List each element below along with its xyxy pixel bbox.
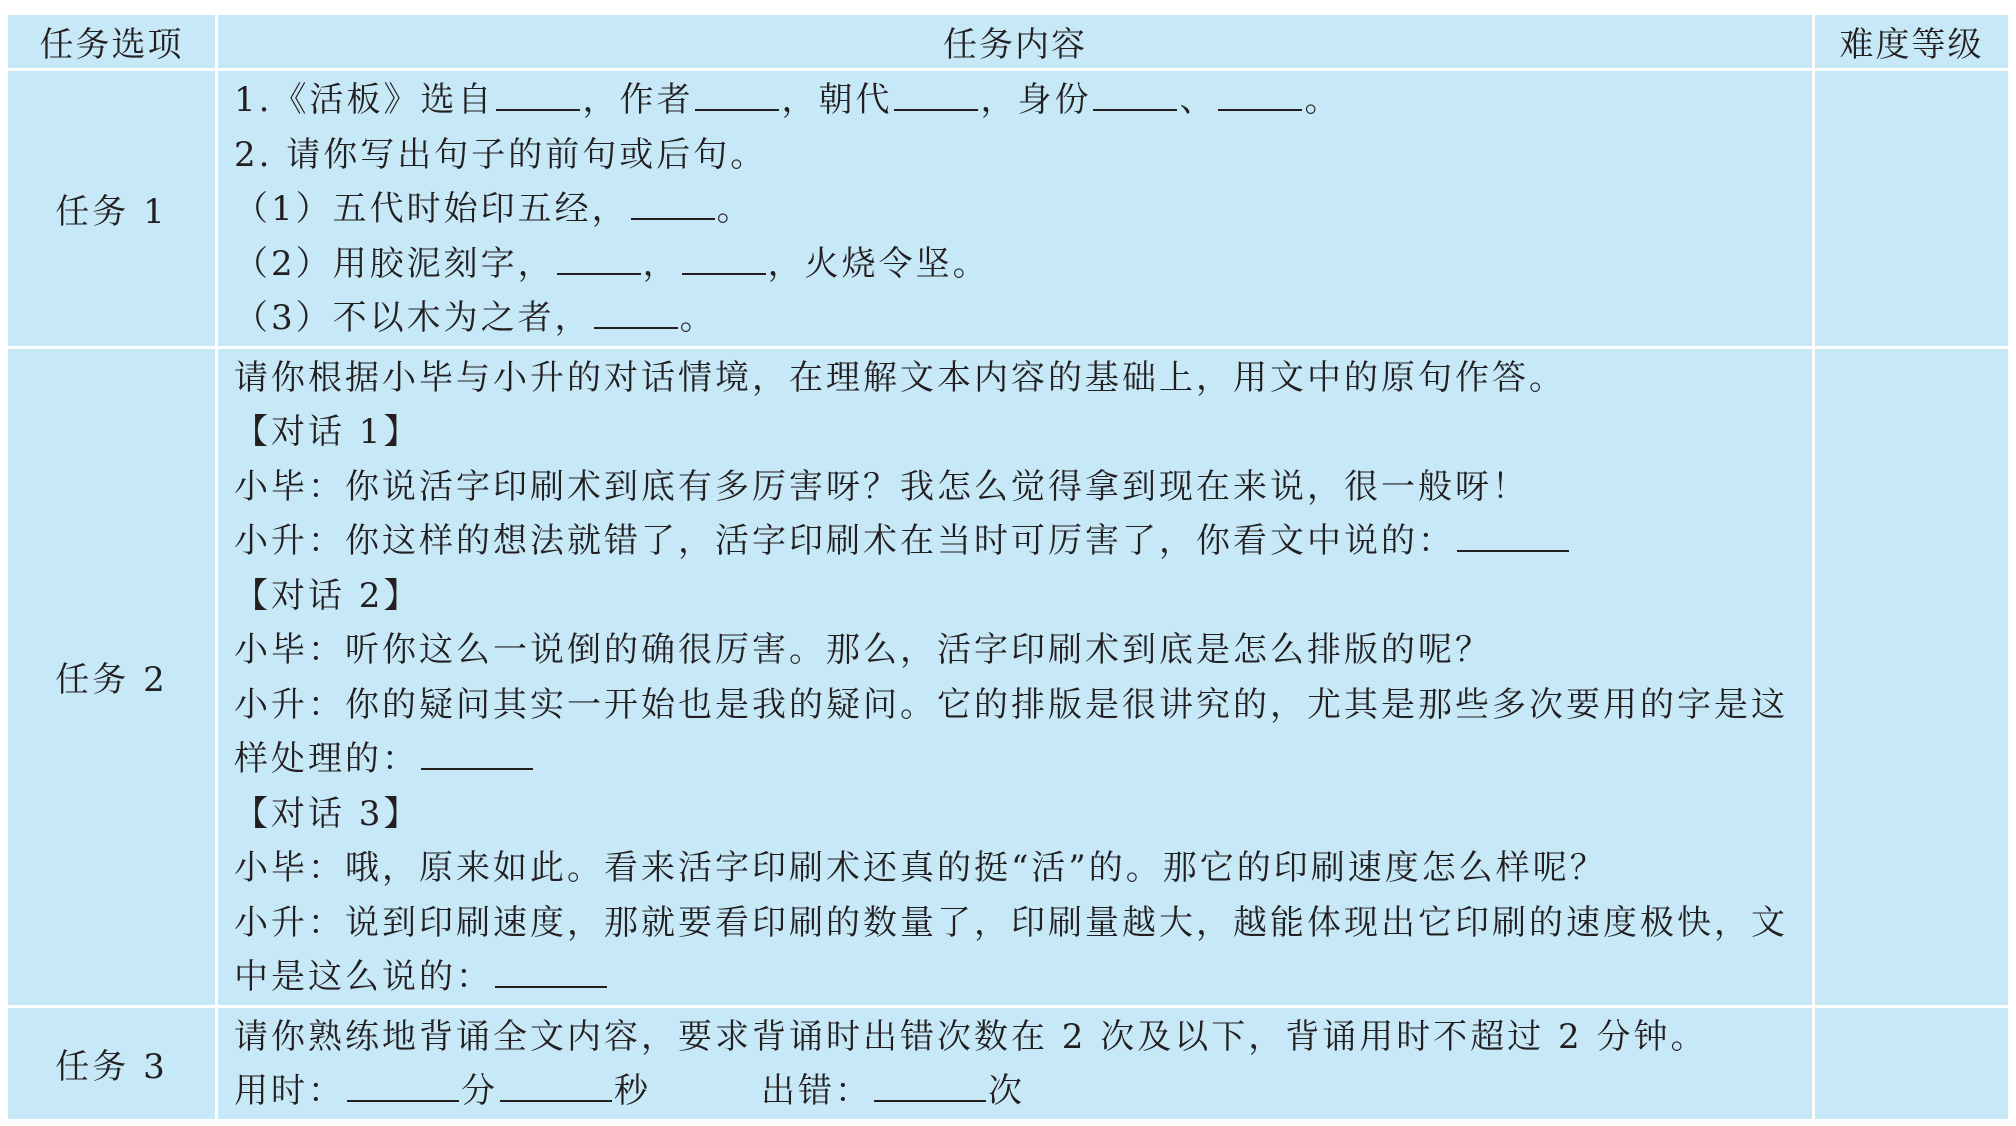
header-row (7, 14, 2010, 70)
blank-errors[interactable] (874, 1064, 986, 1102)
dialog2-line-b: 小升：你的疑问其实一开始也是我的疑问。它的排版是很讲究的，尤其是那些多次要用的字是这样处理的： (234, 684, 1788, 780)
dialog1-line-b: 小升：你这样的想法就错了，活字印刷术在当时可厉害了，你看文中说的： (234, 514, 1800, 569)
task3-row (7, 1006, 2010, 1120)
blank-q2-2b[interactable] (682, 237, 766, 275)
task1-label: 任务 1 (7, 70, 217, 348)
blank-q2-1[interactable] (631, 182, 715, 220)
blank-d1[interactable] (1457, 514, 1569, 552)
task3-label: 任务 3 (7, 1006, 217, 1120)
task3-intro: 请你熟练地背诵全文内容，要求背诵时出错次数在 2 次及以下，背诵用时不超过 2 分钟。 (234, 1016, 1708, 1057)
task3-record: 用时： 分 秒 出错： 次 (234, 1064, 1800, 1119)
dialog3-line-a: 小毕：哦，原来如此。看来活字印刷术还真的挺“活”的。那它的印刷速度怎么样呢？ (234, 848, 1607, 889)
task-table (5, 12, 2011, 1122)
blank-seconds[interactable] (500, 1064, 612, 1102)
blank-q2-2a[interactable] (557, 237, 641, 275)
task2-intro: 请你根据小毕与小升的对话情境，在理解文本内容的基础上，用文中的原句作答。 (234, 357, 1566, 398)
dialog3-line-b: 小升：说到印刷速度，那就要看印刷的数量了，印刷量越大，越能体现出它印刷的速度极快，文中是这么说的： (234, 902, 1788, 998)
task1-q2-title: 2. 请你写出句子的前句或后句。 (234, 134, 768, 175)
dialog3-title: 【对话 3】 (234, 793, 421, 834)
blank-d3[interactable] (495, 950, 607, 988)
blank-author[interactable] (695, 73, 779, 111)
task1-q2-3: （3）不以木为之者， 。 (234, 291, 1800, 346)
task1-q1: 1.《活板》选自 ，作者 ，朝代 ，身份 、 。 (234, 73, 1800, 128)
dialog1-line-a: 小毕：你说活字印刷术到底有多厉害呀？我怎么觉得拿到现在来说，很一般呀！ (234, 466, 1529, 507)
dialog2-line-a: 小毕：听你这么一说倒的确很厉害。那么，活字印刷术到底是怎么排版的呢？ (234, 630, 1492, 671)
blank-dynasty[interactable] (894, 73, 978, 111)
blank-minutes[interactable] (347, 1064, 459, 1102)
task3-difficulty[interactable] (1814, 1006, 2010, 1120)
task2-content (217, 347, 1814, 1006)
task1-row (7, 70, 2010, 348)
dialog1-title: 【对话 1】 (234, 412, 421, 453)
header-option: 任务选项 (7, 14, 217, 70)
blank-identity-2[interactable] (1218, 73, 1302, 111)
task2-label: 任务 2 (7, 347, 217, 1006)
blank-q2-3[interactable] (594, 291, 678, 329)
task1-content (217, 70, 1814, 348)
task3-content (217, 1006, 1814, 1120)
blank-d2[interactable] (421, 732, 533, 770)
header-difficulty: 难度等级 (1814, 14, 2010, 70)
task1-q2-1: （1）五代时始印五经， 。 (234, 182, 1800, 237)
task1-q2-2: （2）用胶泥刻字， ， ，火烧令坚。 (234, 237, 1800, 292)
blank-source[interactable] (496, 73, 580, 111)
task2-difficulty[interactable] (1814, 347, 2010, 1006)
blank-identity-1[interactable] (1093, 73, 1177, 111)
task2-row (7, 347, 2010, 1006)
task1-difficulty[interactable] (1814, 70, 2010, 348)
dialog2-title: 【对话 2】 (234, 575, 421, 616)
header-content: 任务内容 (217, 14, 1814, 70)
